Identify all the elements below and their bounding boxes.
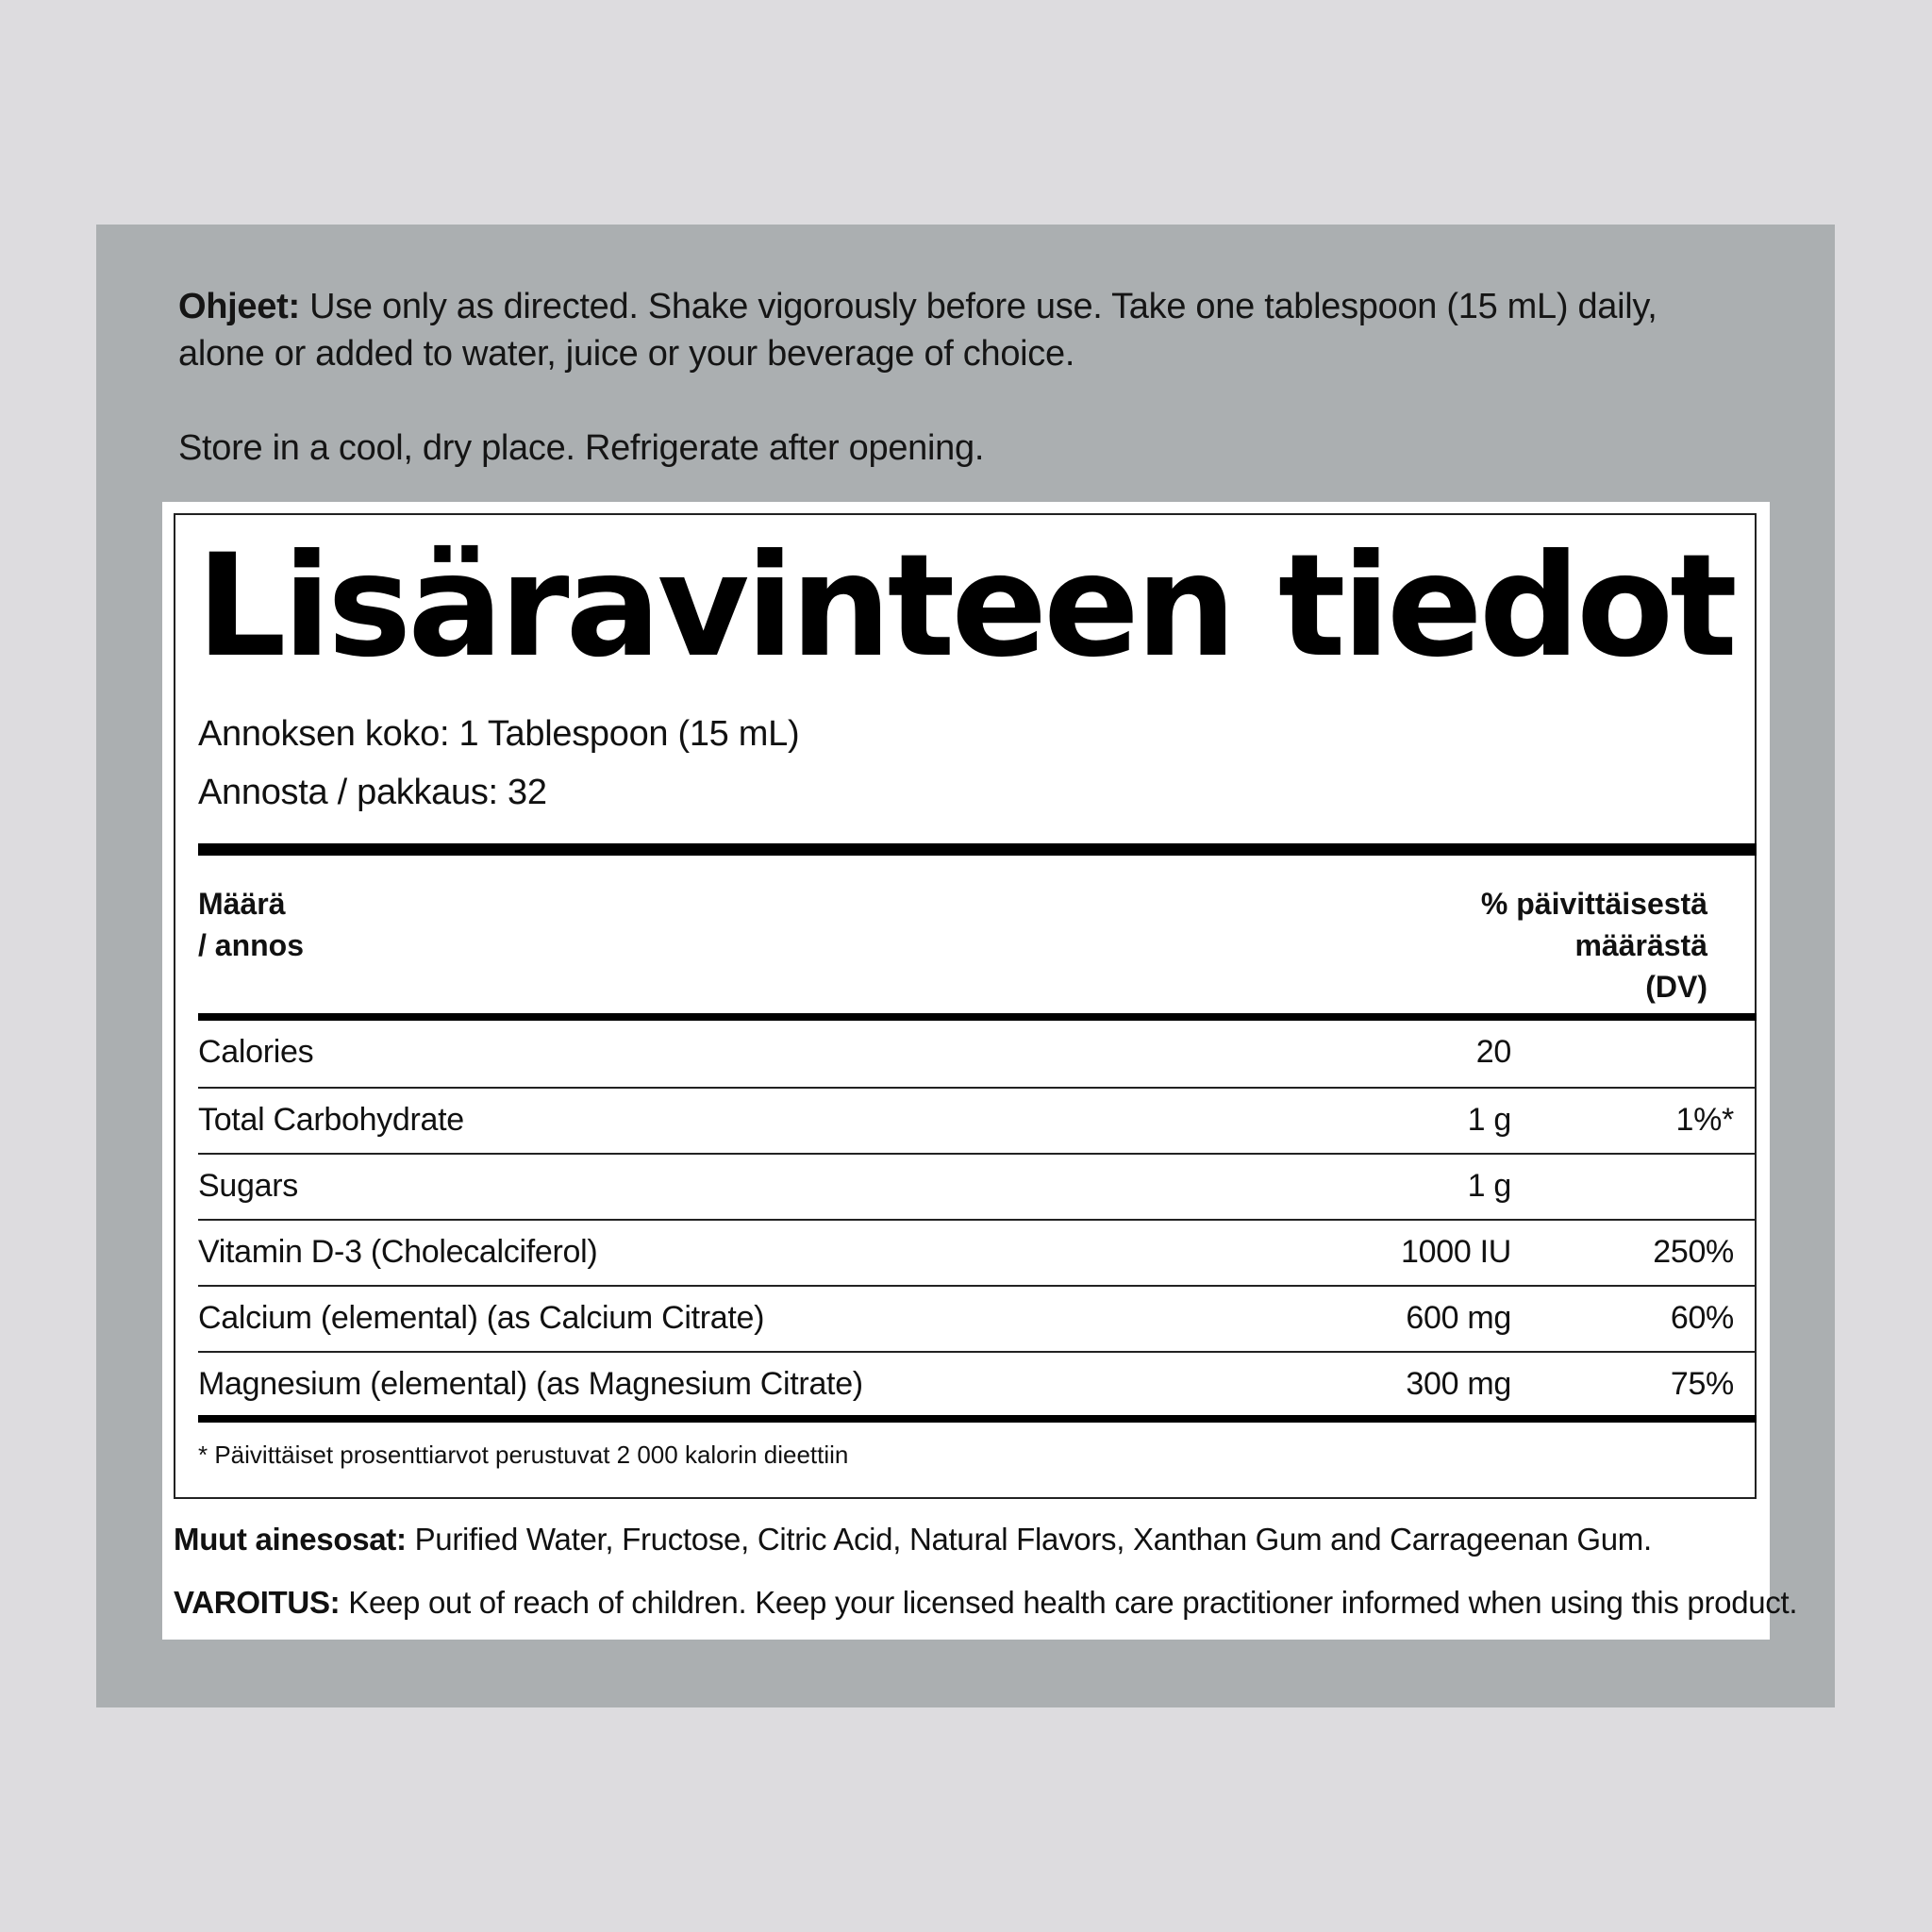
directions-section — [178, 283, 1744, 472]
other-ingredients-text: Purified Water, Fructose, Citric Acid, Natural Flavors, Xanthan Gum and Carrageenan Gum. — [406, 1522, 1652, 1557]
nutrient-dv: 1%* — [1675, 1102, 1734, 1138]
rule-header — [198, 1013, 1757, 1021]
nutrient-amount: 600 mg — [1406, 1300, 1511, 1336]
table-row — [198, 1221, 1757, 1287]
nutrient-amount: 300 mg — [1406, 1366, 1511, 1402]
header-amount-line2: / annos — [198, 928, 305, 962]
header-dv-line3: (DV) — [1645, 970, 1707, 1004]
header-amount-line1: Määrä — [198, 887, 286, 921]
table-row — [198, 1287, 1757, 1353]
warning-text: Keep out of reach of children. Keep your licensed health care practitioner informed when using this product. — [340, 1585, 1798, 1620]
nutrient-name: Calcium (elemental) (as Calcium Citrate) — [198, 1300, 765, 1336]
directions-label: Ohjeet: — [178, 287, 300, 326]
nutrient-name: Vitamin D-3 (Cholecalciferol) — [198, 1234, 598, 1270]
nutrient-amount: 1000 IU — [1401, 1234, 1511, 1270]
nutrient-name: Sugars — [198, 1168, 298, 1204]
nutrient-name: Magnesium (elemental) (as Magnesium Citrate) — [198, 1366, 863, 1402]
nutrient-amount: 20 — [1475, 1034, 1511, 1070]
table-row — [198, 1155, 1757, 1221]
header-daily-value — [1481, 883, 1707, 1008]
nutrient-amount: 1 g — [1467, 1102, 1511, 1138]
warning-label: VAROITUS: — [174, 1585, 341, 1620]
footnote: * Päivittäiset prosenttiarvot perustuvat 2 000 kalorin dieettiin — [198, 1441, 849, 1469]
header-dv-line2: määrästä — [1574, 928, 1707, 962]
servings-per-container: Annosta / pakkaus: 32 — [198, 773, 547, 812]
nutrient-dv: 75% — [1670, 1366, 1734, 1402]
facts-title: Lisäravinteen tiedot — [196, 525, 1734, 689]
rule-bottom — [198, 1415, 1757, 1423]
nutrient-amount: 1 g — [1467, 1168, 1511, 1204]
other-ingredients — [174, 1519, 1652, 1560]
warning — [174, 1582, 1797, 1624]
header-dv-line1: % päivittäisestä — [1480, 887, 1707, 921]
serving-size: Annoksen koko: 1 Tablespoon (15 mL) — [198, 714, 800, 754]
table-row — [198, 1021, 1757, 1087]
table-row — [198, 1089, 1757, 1155]
nutrient-name: Calories — [198, 1034, 314, 1070]
table-row — [198, 1353, 1757, 1419]
directions-body: Use only as directed. Shake vigorously before use. Take one tablespoon (15 mL) daily, alone or added to water, juice or your beverage of choice. — [178, 287, 1657, 374]
storage-text: Store in a cool, dry place. Refrigerate after opening. — [178, 428, 985, 468]
supplement-facts-box — [174, 513, 1757, 1499]
directions-text — [178, 283, 1744, 377]
header-amount — [198, 883, 304, 966]
nutrient-name: Total Carbohydrate — [198, 1102, 464, 1138]
rule-top — [198, 843, 1757, 856]
nutrient-dv: 250% — [1653, 1234, 1734, 1270]
nutrient-dv: 60% — [1670, 1300, 1734, 1336]
supplement-label — [162, 502, 1798, 1640]
other-ingredients-label: Muut ainesosat: — [174, 1522, 407, 1557]
